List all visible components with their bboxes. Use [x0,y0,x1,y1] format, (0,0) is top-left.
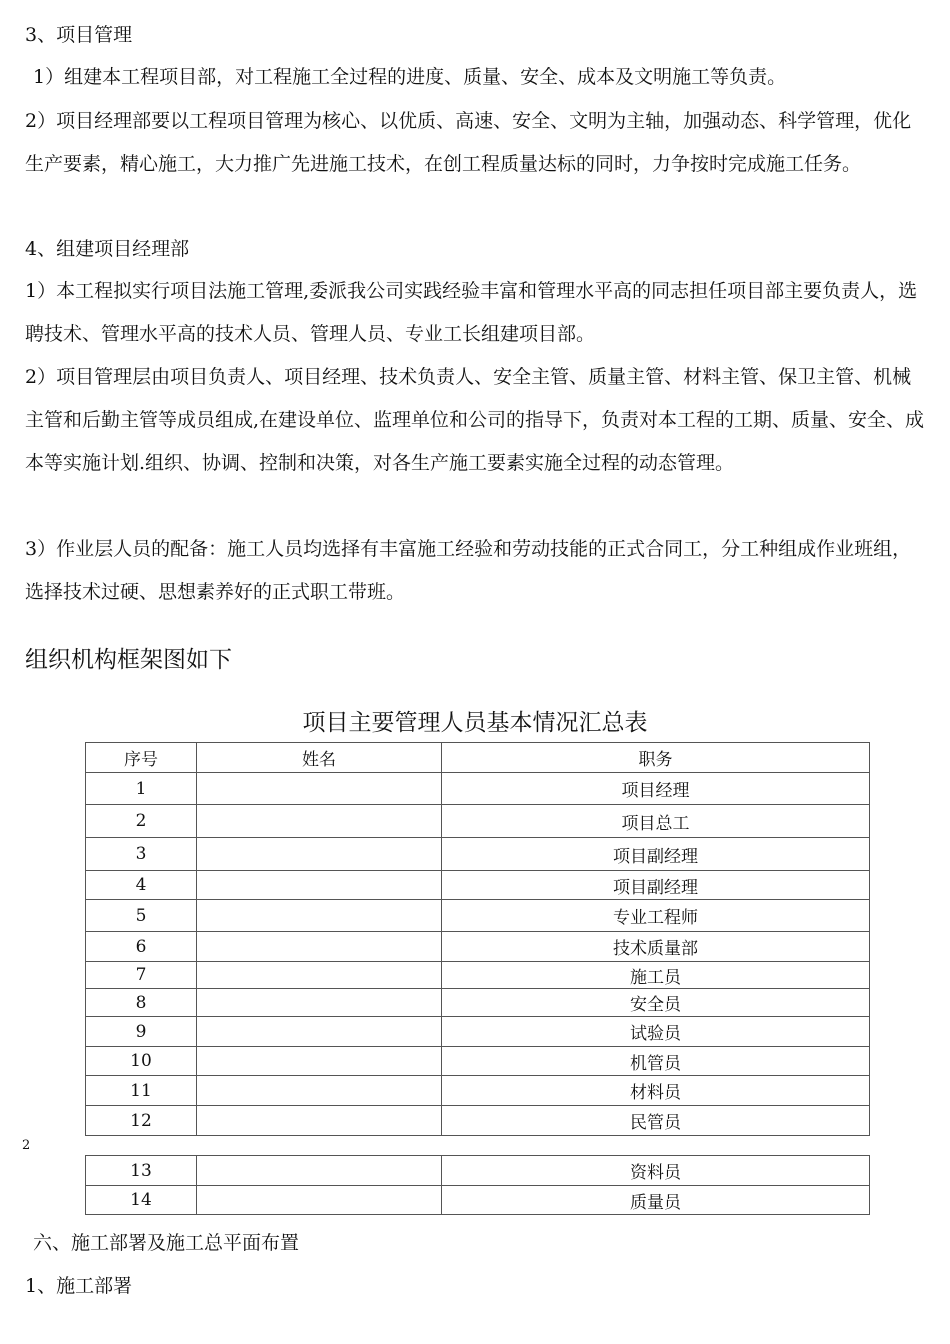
cell-role: 安全员 [442,989,870,1017]
cell-role: 专业工程师 [442,900,870,932]
cell-no: 11 [86,1076,197,1106]
header-name: 姓名 [197,743,442,773]
cell-name [197,1076,442,1106]
table-row [86,932,870,962]
section-3-paragraph-2: 2）项目经理部要以工程项目管理为核心、以优质、高速、安全、文明为主轴，加强动态、科学管理，优化生产要素，精心施工，大力推广先进施工技术，在创工程质量达标的同时，力争按时完成施工任务。 [25,110,912,175]
cell-role: 材料员 [442,1076,870,1106]
table-row [86,1047,870,1076]
table-row [86,773,870,805]
table-row [86,1076,870,1106]
section-4-paragraph-1: 1）本工程拟实行项目法施工管理,委派我公司实践经验丰富和管理水平高的同志担任项目部主要负责人，选聘技术、管理水平高的技术人员、管理人员、专业工长组建项目部。 [25,280,918,345]
cell-no: 6 [86,932,197,962]
cell-role: 资料员 [442,1156,870,1186]
table-row [86,962,870,989]
cell-name [197,989,442,1017]
header-role: 职务 [442,743,870,773]
cell-no: 9 [86,1017,197,1047]
table-row [86,1017,870,1047]
cell-name [197,932,442,962]
cell-name [197,1106,442,1136]
cell-no: 7 [86,962,197,989]
section-3-paragraph-1: 1）组建本工程项目部，对工程施工全过程的进度、质量、安全、成本及文明施工等负责。 [33,66,787,88]
cell-no: 14 [86,1186,197,1215]
table-row [86,1186,870,1215]
cell-no: 2 [86,805,197,838]
cell-no: 10 [86,1047,197,1076]
cell-role: 质量员 [442,1186,870,1215]
cell-no: 3 [86,838,197,871]
table-row [86,989,870,1017]
table-row [86,871,870,900]
cell-no: 1 [86,773,197,805]
cell-no: 5 [86,900,197,932]
table-row [86,900,870,932]
staff-table-part-2 [85,1155,870,1215]
table-title: 项目主要管理人员基本情况汇总表 [302,710,648,736]
cell-role: 项目总工 [442,805,870,838]
cell-name [197,871,442,900]
cell-name [197,1017,442,1047]
page-number: 2 [22,1138,31,1153]
cell-no: 4 [86,871,197,900]
table-header-row [86,743,870,773]
cell-no: 12 [86,1106,197,1136]
cell-name [197,1156,442,1186]
cell-role: 项目副经理 [442,838,870,871]
staff-table-part-1 [85,742,870,1136]
cell-role: 机管员 [442,1047,870,1076]
table-row [86,805,870,838]
cell-role: 民管员 [442,1106,870,1136]
cell-role: 项目经理 [442,773,870,805]
section-6-1-heading: 1、施工部署 [25,1275,133,1297]
section-4-paragraph-2: 2）项目管理层由项目负责人、项目经理、技术负责人、安全主管、质量主管、材料主管、保卫主管、机械主管和后勤主管等成员组成,在建设单位、监理单位和公司的指导下，负责对本工程的工期、质量、安全、成本等实施计划.组织、协调、控制和决策，对各生产施工要素实施全过程的动态管理。 [25,366,925,474]
table-row [86,838,870,871]
cell-name [197,838,442,871]
org-chart-heading: 组织机构框架图如下 [25,647,232,673]
cell-no: 8 [86,989,197,1017]
cell-name [197,1047,442,1076]
cell-name [197,773,442,805]
table-row [86,1106,870,1136]
cell-role: 技术质量部 [442,932,870,962]
cell-name [197,1186,442,1215]
cell-no: 13 [86,1156,197,1186]
cell-role: 项目副经理 [442,871,870,900]
section-6-heading: 六、施工部署及施工总平面布置 [33,1232,300,1254]
header-no: 序号 [86,743,197,773]
cell-role: 施工员 [442,962,870,989]
section-4-heading: 4、组建项目经理部 [25,238,190,260]
section-3-heading: 3、项目管理 [25,24,133,46]
section-4-paragraph-3: 3）作业层人员的配备：施工人员均选择有丰富施工经验和劳动技能的正式合同工，分工种组成作业班组，选择技术过硬、思想素养好的正式职工带班。 [25,538,912,603]
cell-name [197,805,442,838]
cell-role: 试验员 [442,1017,870,1047]
cell-name [197,962,442,989]
table-row [86,1156,870,1186]
cell-name [197,900,442,932]
